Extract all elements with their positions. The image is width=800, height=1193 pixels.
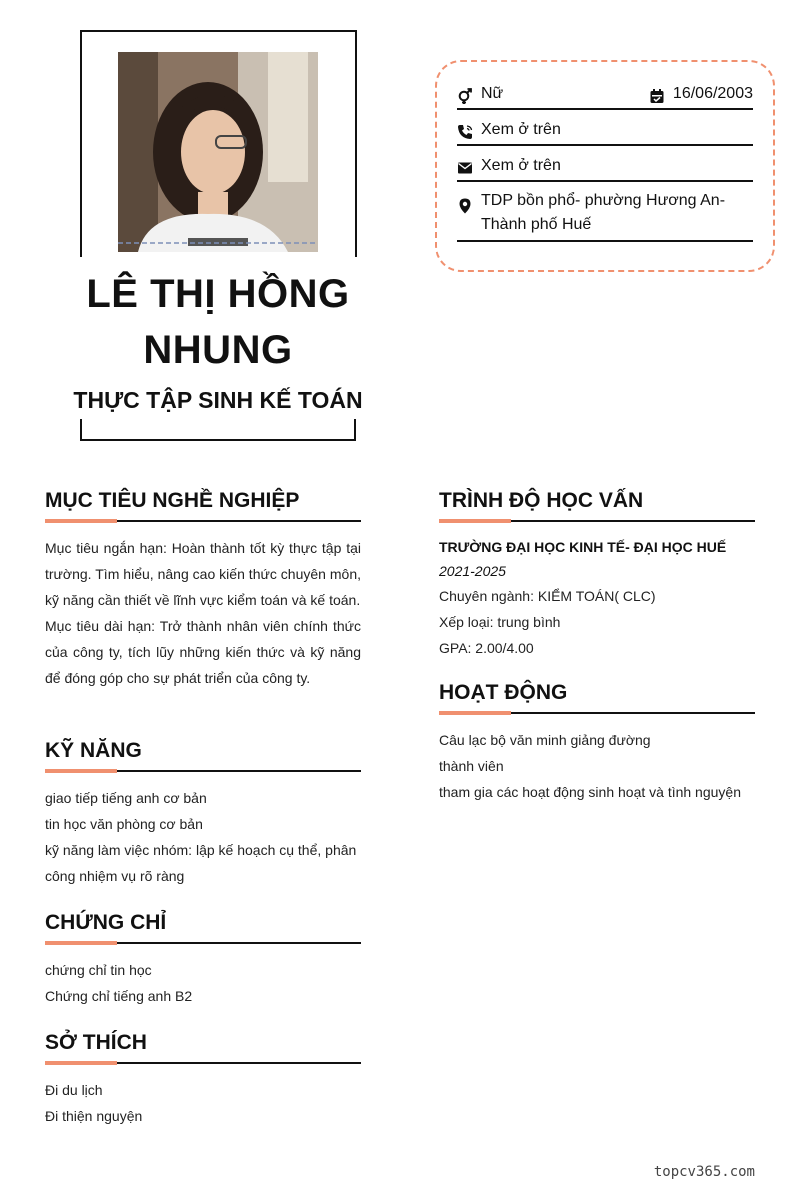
section-divider <box>45 519 361 523</box>
list-item: Đi thiện nguyện <box>45 1108 143 1124</box>
objective-long-term: Mục tiêu dài hạn: Trở thành nhân viên chính thức của công ty, tích lũy những kiến thức và kỹ năng để đóng góp cho sự phát triển của công ty. <box>45 618 361 686</box>
job-title: THỰC TẬP SINH KẾ TOÁN <box>73 387 363 413</box>
candidate-name <box>40 266 396 378</box>
contact-row-phone <box>457 110 753 146</box>
section-divider <box>45 941 361 945</box>
address-value <box>481 189 725 237</box>
contact-row-email <box>457 146 753 182</box>
section-divider <box>439 519 755 523</box>
section-divider <box>439 711 755 715</box>
section-title: KỸ NĂNG <box>45 739 142 762</box>
section-divider <box>45 1061 361 1065</box>
education-school: TRƯỜNG ĐẠI HỌC KINH TẾ- ĐẠI HỌC HUẾ <box>439 539 727 555</box>
objective-short-term: Mục tiêu ngắn hạn: Hoàn thành tốt kỳ thực tập tại trường. Tìm hiểu, nâng cao kiến thức chuyên môn, kỹ năng cần thiết về lĩnh vực kiểm toán và kế toán. <box>45 540 361 608</box>
list-item: kỹ năng làm việc nhóm: lập kế hoạch cụ thể, phân công nhiệm vụ rõ ràng <box>45 842 357 884</box>
education-years: 2021-2025 <box>439 563 506 579</box>
objective-text <box>45 535 361 691</box>
section-activities <box>439 679 755 805</box>
education-rank: Xếp loại: trung bình <box>439 614 561 630</box>
section-title: MỤC TIÊU NGHỀ NGHIỆP <box>45 489 300 512</box>
section-title: HOẠT ĐỘNG <box>439 681 568 704</box>
map-pin-icon <box>457 198 473 214</box>
education-major: Chuyên ngành: KIỂM TOÁN( CLC) <box>439 588 656 604</box>
list-item: chứng chỉ tin học <box>45 962 152 978</box>
section-title: SỞ THÍCH <box>45 1031 147 1054</box>
phone-value: Xem ở trên <box>481 121 561 138</box>
photo-frame-bottom <box>80 419 356 441</box>
section-certificates <box>45 909 361 1009</box>
gender-icon <box>457 88 473 104</box>
section-skills <box>45 737 361 889</box>
profile-photo <box>118 52 318 252</box>
footer-watermark: topcv365.com <box>653 1164 755 1180</box>
contact-row-gender-dob <box>457 80 753 110</box>
section-objective <box>45 487 361 691</box>
section-education <box>439 487 755 661</box>
gender-value: Nữ <box>481 85 504 102</box>
address-line-2: Thành phố Huế <box>481 216 592 233</box>
dob-value: 16/06/2003 <box>672 85 753 102</box>
education-gpa: GPA: 2.00/4.00 <box>439 640 534 656</box>
education-entry <box>439 535 755 661</box>
contact-box <box>435 60 775 272</box>
section-hobbies <box>45 1029 361 1129</box>
section-divider <box>45 769 361 773</box>
name-line-1: LÊ THỊ HỒNG <box>86 272 350 316</box>
name-line-2: NHUNG <box>143 328 293 372</box>
email-value: Xem ở trên <box>481 157 561 174</box>
list-item: thành viên <box>439 758 504 774</box>
envelope-icon <box>457 160 473 176</box>
list-item: Câu lạc bộ văn minh giảng đường <box>439 732 651 748</box>
section-title: TRÌNH ĐỘ HỌC VẤN <box>439 489 644 512</box>
activities-list <box>439 727 755 805</box>
list-item: Đi du lịch <box>45 1082 103 1098</box>
list-item: Chứng chỉ tiếng anh B2 <box>45 988 193 1004</box>
phone-icon <box>457 124 473 140</box>
certificates-list <box>45 957 361 1009</box>
address-line-1: TDP bồn phổ- phường Hương An- <box>481 192 726 209</box>
section-title: CHỨNG CHỈ <box>45 911 167 934</box>
list-item: tin học văn phòng cơ bản <box>45 816 203 832</box>
calendar-icon <box>649 88 665 104</box>
list-item: tham gia các hoạt động sinh hoạt và tình nguyện <box>439 784 741 800</box>
hobbies-list <box>45 1077 361 1129</box>
skills-list <box>45 785 361 889</box>
contact-row-address <box>457 182 753 242</box>
list-item: giao tiếp tiếng anh cơ bản <box>45 790 207 806</box>
